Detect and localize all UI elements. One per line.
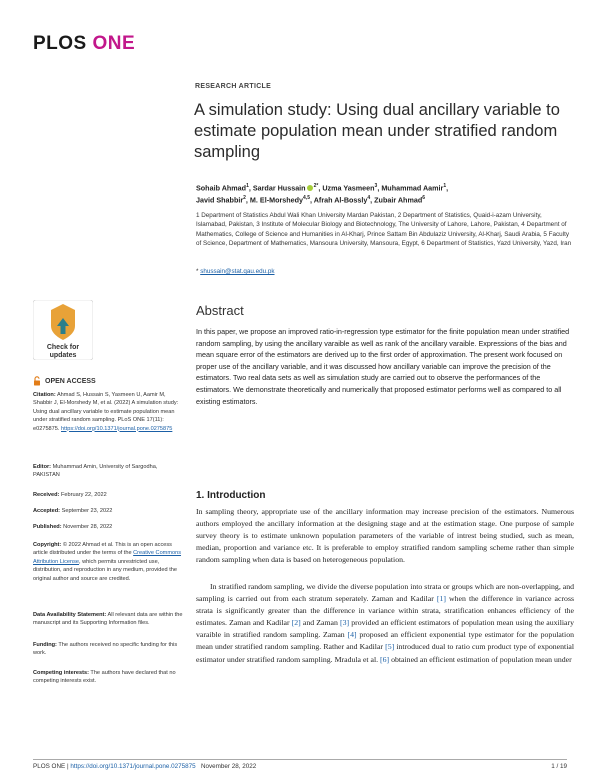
footer-date: November 28, 2022 [200,763,257,770]
check-updates-line2: updates [49,352,77,359]
abstract-body: In this paper, we propose an improved ratio-in-regression type estimator for the finite population mean under stratified random sampling, by using the ancillary varaible as well as rank of the ancillary varaible. Expressions of the bias and mean square error of the estimators are derived up to the first order of approximation. The present work focused on proper use of the ancillary variable, and it was discussed how ancillary variable can improve the precision of the estimators. Two real data sets as well as simulation study are carried out to observe the performances of the estimators. We demonstrate theoretically and numerically that proposed estimator performs well as compared to all existing estimators. [196,327,570,406]
footer-journal: PLOS ONE [33,763,66,770]
reference-link[interactable]: [6] [380,654,390,664]
orcid-icon[interactable] [307,185,313,191]
reference-link[interactable]: [2] [291,618,301,628]
author-name[interactable]: Zubair Ahmad [374,195,423,205]
author-name[interactable]: Sohaib Ahmad [196,183,247,193]
logo-one: ONE [92,33,136,54]
published-block: Published: November 28, 2022 [33,524,113,530]
author-line-2: Javid Shabbir$^2$, M. El-Morshedy$^{4,5}$, Afrah Al-Bossly$^4$, Zubair Ahmad$^6$ [196,195,426,205]
footer-doi-link[interactable]: https://doi.org/10.1371/journal.pone.0275875 [70,763,196,770]
affiliations: 1 Department of Statistics Abdul Wali Khan University Mardan Pakistan, 2 Department of Statistics, Quaid-i-azam University, Islamabad, Pakistan, 3 Institute of Molecular Biology and Biotechnology, The University of Lahore, Lahore, Pakistan, 4 Department of Mathematics, College of Science and Humanities in Al-Kharj, Prince Sattam Bin Abdulaziz University, Al-Kharj, Saudi Arabia, 5 Faculty of Science, Department of Mathematics, Mansoura University, Mansoura, Egypt, 6 Department of Statistics, Yazd University, Yazd, Iran [196,212,572,247]
reference-link[interactable]: [1] [436,594,446,604]
author-name[interactable]: M. El-Morshedy [249,195,304,205]
abstract-heading: Abstract [196,303,244,318]
author-name[interactable]: Sardar Hussain [252,183,306,193]
accepted-block: Accepted: September 23, 2022 [33,508,113,514]
copyright-block: Copyright: © 2022 Ahmad et al. This is an open access article distributed under the terms of the Creative Commons Attribution License, which permits unrestricted use, distribution, and reproduction in any medium, provided the original author and source are credited. [33,542,182,582]
open-access-label: OPEN ACCESS [33,376,96,386]
reference-link[interactable]: [5] [385,642,395,652]
author-list [196,181,566,206]
author-line-1: Sohaib Ahmad$^1$, Sardar Hussain $^{2*}$, Uzma Yasmeen$^3$, Muhammad Aamir$^1$, [196,183,449,193]
footer-divider [33,759,567,760]
open-lock-icon [33,376,41,386]
email-link[interactable]: shussain@stat.qau.edu.pk [200,268,275,275]
intro-paragraph-2: In stratified random sampling, we divide the diverse population into strata or groups which are non-overlapping, and sampling is carried out from each stratum seperately. Zaman and Kadilar [1] when the difference in variance across strata is significantly greater than the difference in variance within strata, stratification enhances efficiency of the estimates. Zaman and Kadilar [2] and Zaman [3] provided an efficient estimators of population mean using the auxiliary varaible in stratified random sampling. Zaman [4] proposed an efficient exponential type estimator for the population mean under stratified random sampling. Rather and Kadilar [5] introduced dual to ratio cum product type of exponential estimator under stratified random sampling. Mradula et al. [6] obtained an efficient estimation of population mean under [196,582,575,664]
editor-block: Editor: Muhammad Amin, University of Sargodha, PAKISTAN [33,464,158,479]
competing-interests-block: Competing interests: The authors have declared that no competing interests exist. [33,670,176,685]
author-name[interactable]: Afrah Al-Bossly [313,195,368,205]
introduction-heading: 1. Introduction [196,490,266,501]
check-for-updates-icon[interactable] [33,300,93,360]
check-updates-line1: Check for [46,344,80,351]
received-block: Received: February 22, 2022 [33,492,107,498]
author-name[interactable]: Uzma Yasmeen [322,183,375,193]
reference-link[interactable]: [3] [340,618,350,628]
funding-block: Funding: The authors received no specific funding for this work. [33,642,178,657]
citation-block: Citation: Ahmad S, Hussain S, Yasmeen U, Aamir M, Shabbir J, El-Morshedy M, et al. (2022) A simulation study: Using dual ancillary variable to estimate population mean under stratified random sampling. PLoS ONE 17(11): e0275875. https://doi.org/10.1371/journal.pone.0275875 [33,392,179,432]
article-title: A simulation study: Using dual ancillary variable to estimate population mean under stratified random sampling [194,101,560,161]
logo-plos: PLOS [33,33,87,54]
reference-link[interactable]: [4] [347,630,357,640]
article-type: RESEARCH ARTICLE [195,83,272,90]
corresponding-email: * shussain@stat.qau.edu.pk [196,268,275,275]
page-number: 1 / 19 [551,763,567,770]
author-name[interactable]: Muhammad Aamir [381,183,444,193]
citation-doi-link[interactable]: https://doi.org/10.1371/journal.pone.0275875 [61,425,173,432]
data-availability-block: Data Availability Statement: All relevant data are within the manuscript and its Supporting Information files. [33,612,183,627]
license-link[interactable]: Creative Commons Attribution License [33,550,182,565]
page-footer: PLOS ONE | https://doi.org/10.1371/journal.pone.0275875 November 28, 2022 [33,763,257,770]
journal-logo [33,33,135,55]
author-name[interactable]: Javid Shabbir [196,195,244,205]
intro-paragraph-1: In sampling theory, appropriate use of the ancillary information may increase precision of the estimators. Numerous authors employed the ancillary information at the designing stage and at the estimation stage. One purpose of sample survey theory is to estimate unknown population parameters of the variable of intrest being studied, such as mean, median, proportion and variance etc. It is preferable to employ stratified random sampling scheme rather than simple random sampling when data is based on heterogeneous population. [196,507,574,565]
